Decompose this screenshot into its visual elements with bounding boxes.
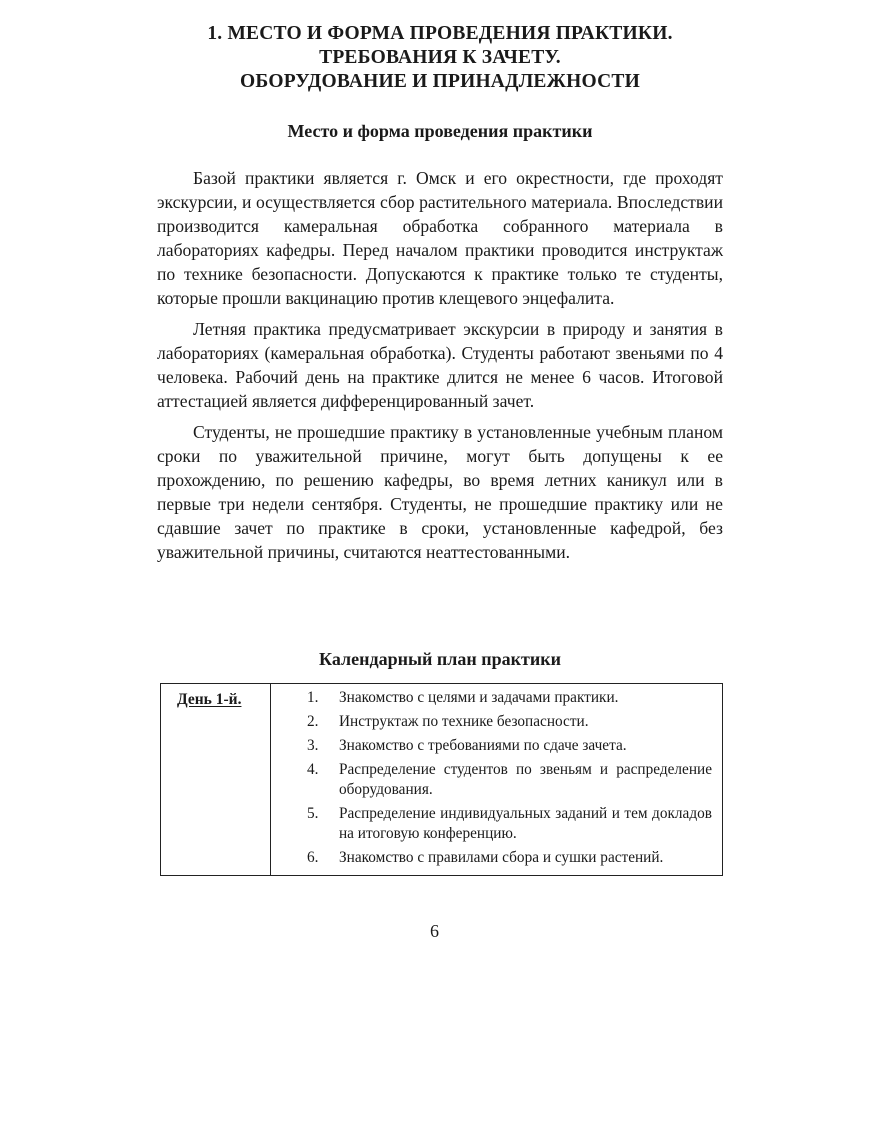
- task-text: Знакомство с требованиями по сдаче зачета.: [339, 737, 627, 754]
- task-item: [307, 712, 712, 732]
- task-item: [307, 848, 712, 868]
- day-cell: [161, 684, 271, 875]
- paragraph: Летняя практика предусматривает экскурсии в природу и занятия в лабораториях (камеральная обработка). Студенты работают звеньями по 4 человека. Рабочий день на практике длится не менее 6 часов. Итоговой аттестацией является дифференцированный зачет.: [157, 319, 723, 411]
- task-number: 6.: [307, 849, 319, 866]
- chapter-title-line-2: ТРЕБОВАНИЯ К ЗАЧЕТУ.: [319, 47, 561, 68]
- task-text: Распределение студентов по звеньям и распределение оборудования.: [339, 761, 712, 798]
- task-number: 3.: [307, 737, 319, 754]
- task-number: 4.: [307, 761, 319, 778]
- task-number: 2.: [307, 713, 319, 730]
- section-title-place-and-form: Место и форма проведения практики: [287, 121, 593, 141]
- task-text: Инструктаж по технике безопасности.: [339, 713, 589, 730]
- task-text: Знакомство с целями и задачами практики.: [339, 689, 619, 706]
- chapter-title-line-3: ОБОРУДОВАНИЕ И ПРИНАДЛЕЖНОСТИ: [240, 71, 640, 92]
- task-item: [307, 760, 712, 800]
- tasks-cell: [271, 684, 722, 875]
- page-number: 6: [430, 921, 439, 941]
- section-title-calendar-plan: Календарный план практики: [319, 649, 561, 669]
- paragraph: Базой практики является г. Омск и его окрестности, где проходят экскурсии, и осуществляется сбор растительного материала. Впоследствии производится камеральная обработка собранного материала в лабораториях кафедры. Перед началом практики проводится инструктаж по технике безопасности. Допускаются к практике только те студенты, которые прошли вакцинацию против клещевого энцефалита.: [157, 168, 723, 308]
- task-number: 1.: [307, 689, 319, 706]
- task-item: [307, 688, 712, 708]
- section-body: [157, 166, 723, 571]
- task-item: [307, 804, 712, 844]
- task-text: Знакомство с правилами сбора и сушки растений.: [339, 849, 664, 866]
- day-label: День 1-й.: [177, 691, 242, 708]
- task-number: 5.: [307, 805, 319, 822]
- calendar-plan-table: [160, 683, 723, 876]
- chapter-title: [120, 22, 760, 94]
- chapter-title-line-1: 1. МЕСТО И ФОРМА ПРОВЕДЕНИЯ ПРАКТИКИ.: [207, 23, 673, 44]
- task-text: Распределение индивидуальных заданий и тем докладов на итоговую конференцию.: [339, 805, 712, 842]
- task-item: [307, 736, 712, 756]
- paragraph: Студенты, не прошедшие практику в установленные учебным планом сроки по уважительной причине, могут быть допущены к ее прохождению, по решению кафедры, во время летних каникул или в первые три недели сентября. Студенты, не прошедшие практику или не сдавшие зачет по практике в сроки, установленные кафедрой, без уважительной причины, считаются неаттестованными.: [157, 422, 723, 562]
- tasks-list: [307, 688, 712, 868]
